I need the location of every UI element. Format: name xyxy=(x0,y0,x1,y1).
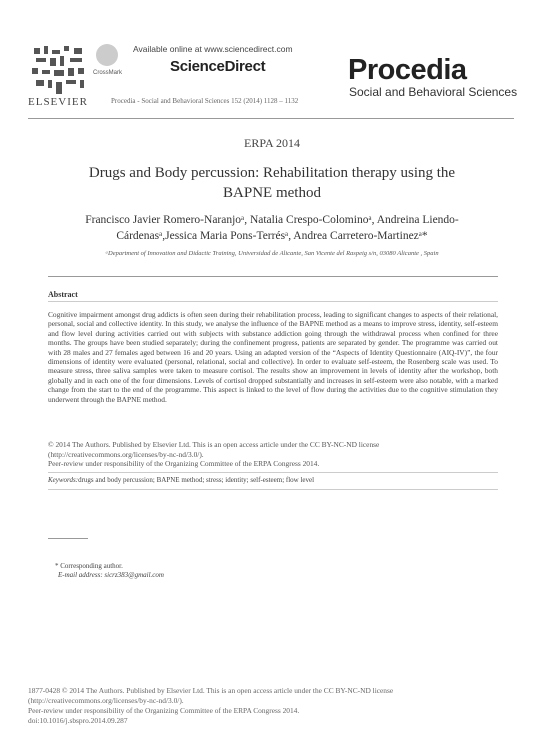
available-online-text: Available online at www.sciencedirect.com xyxy=(133,44,293,54)
email-address: E-mail address: sicrz383@gmail.com xyxy=(58,571,164,579)
page-footer xyxy=(28,686,508,726)
footnote-rule xyxy=(48,538,88,539)
abstract-heading-rule xyxy=(48,301,498,302)
title-line-1: Drugs and Body percussion: Rehabilitation therapy using the xyxy=(88,165,456,181)
keywords-text: drugs and body percussion; BAPNE method; stress; identity; self-esteem; flow level xyxy=(78,476,315,484)
sciencedirect-logo: ScienceDirect xyxy=(170,58,266,75)
footer-link[interactable]: (http://creativecommons.org/licenses/by-nc-nd/3.0/). xyxy=(28,696,184,705)
abstract-text: Cognitive impairment amongst drug addicts is often seen during their rehabilitation process, leading to significant changes to aspects of their relational, personal, social and collective identity. In this study, we analyse the influence of the BAPNE method as a means to improve stress, identity, self-esteem and flow level during activities carried out with subjects with substance addiction going through the withdrawal process when confined for three months. The groups have been studied separately; during the confinement progress, patients are separated by gender. The programme was carried out with 28 males and 27 females aged between 16 and 20 years. Using an adapted version of the “Aspects of Identity Questionnaire (AIQ-IV)”, the four dimensions of identity were evaluated (personal, relational, social and collective). In order to evaluate self-esteem, the Rosenberg scale was used. To measure stress, three saliva samples were taken to measure cortisol. The results show an improvement in levels of identity after the workshop, both globally and in each one of the four dimensions. Levels of cortisol dropped substantially and increases in self-esteem were also notable, with a marked change from the start to the end of the programme. This aspect is linked to the level of flow during the activities due to the cognitive stimulation they underwent through the BAPNE method. xyxy=(48,310,498,404)
corresponding-author: * Corresponding author. xyxy=(55,562,123,570)
abstract-heading: Abstract xyxy=(48,290,78,299)
conference-name: ERPA 2014 xyxy=(244,136,300,150)
abstract-top-rule xyxy=(48,276,498,277)
procedia-logo: Procedia xyxy=(348,54,467,86)
authors xyxy=(40,212,504,244)
elsevier-wordmark: ELSEVIER xyxy=(28,96,88,108)
keywords-bottom-rule xyxy=(48,489,498,490)
authors-line-1: Francisco Javier Romero-Naranjoᵃ, Natalia Crespo-Colominoᵃ, Andreina Liendo- xyxy=(85,214,459,226)
license-line-1: © 2014 The Authors. Published by Elsevier Ltd. This is an open access article under the CC BY-NC-ND license xyxy=(48,440,380,449)
paper-title xyxy=(40,163,504,203)
license-line-3: Peer-review under responsibility of the Organizing Committee of the ERPA Congress 2014. xyxy=(48,459,320,469)
title-line-2: BAPNE method xyxy=(223,185,321,201)
license-link[interactable]: (http://creativecommons.org/licenses/by-nc-nd/3.0/). xyxy=(48,449,204,459)
authors-line-2: Cárdenasᵃ,Jessica Maria Pons-Terrésᵃ, Andrea Carretero-Martinezᵃ* xyxy=(116,230,428,242)
journal-citation: Procedia - Social and Behavioral Sciences 152 (2014) 1128 – 1132 xyxy=(111,97,299,105)
procedia-subtitle: Social and Behavioral Sciences xyxy=(349,85,518,99)
keywords xyxy=(48,476,498,484)
affiliation: ᵃDepartment of Innovation and Didactic Training, Universidad de Alicante, San Vicente del Raspeig s/n, 03080 Alicante , Spain xyxy=(105,250,439,257)
footer-line-1: 1877-0428 © 2014 The Authors. Published by Elsevier Ltd. This is an open access article under the CC BY-NC-ND license xyxy=(28,686,394,695)
crossmark-icon[interactable] xyxy=(96,44,118,66)
footer-doi[interactable]: doi:10.1016/j.sbspro.2014.09.287 xyxy=(28,716,128,725)
keywords-top-rule xyxy=(48,472,498,473)
crossmark-label: CrossMark xyxy=(93,70,123,76)
header-divider xyxy=(28,118,514,119)
keywords-label: Keywords: xyxy=(48,476,79,484)
footer-line-3: Peer-review under responsibility of the Organizing Committee of the ERPA Congress 2014. xyxy=(28,706,300,715)
license-block xyxy=(48,440,498,469)
